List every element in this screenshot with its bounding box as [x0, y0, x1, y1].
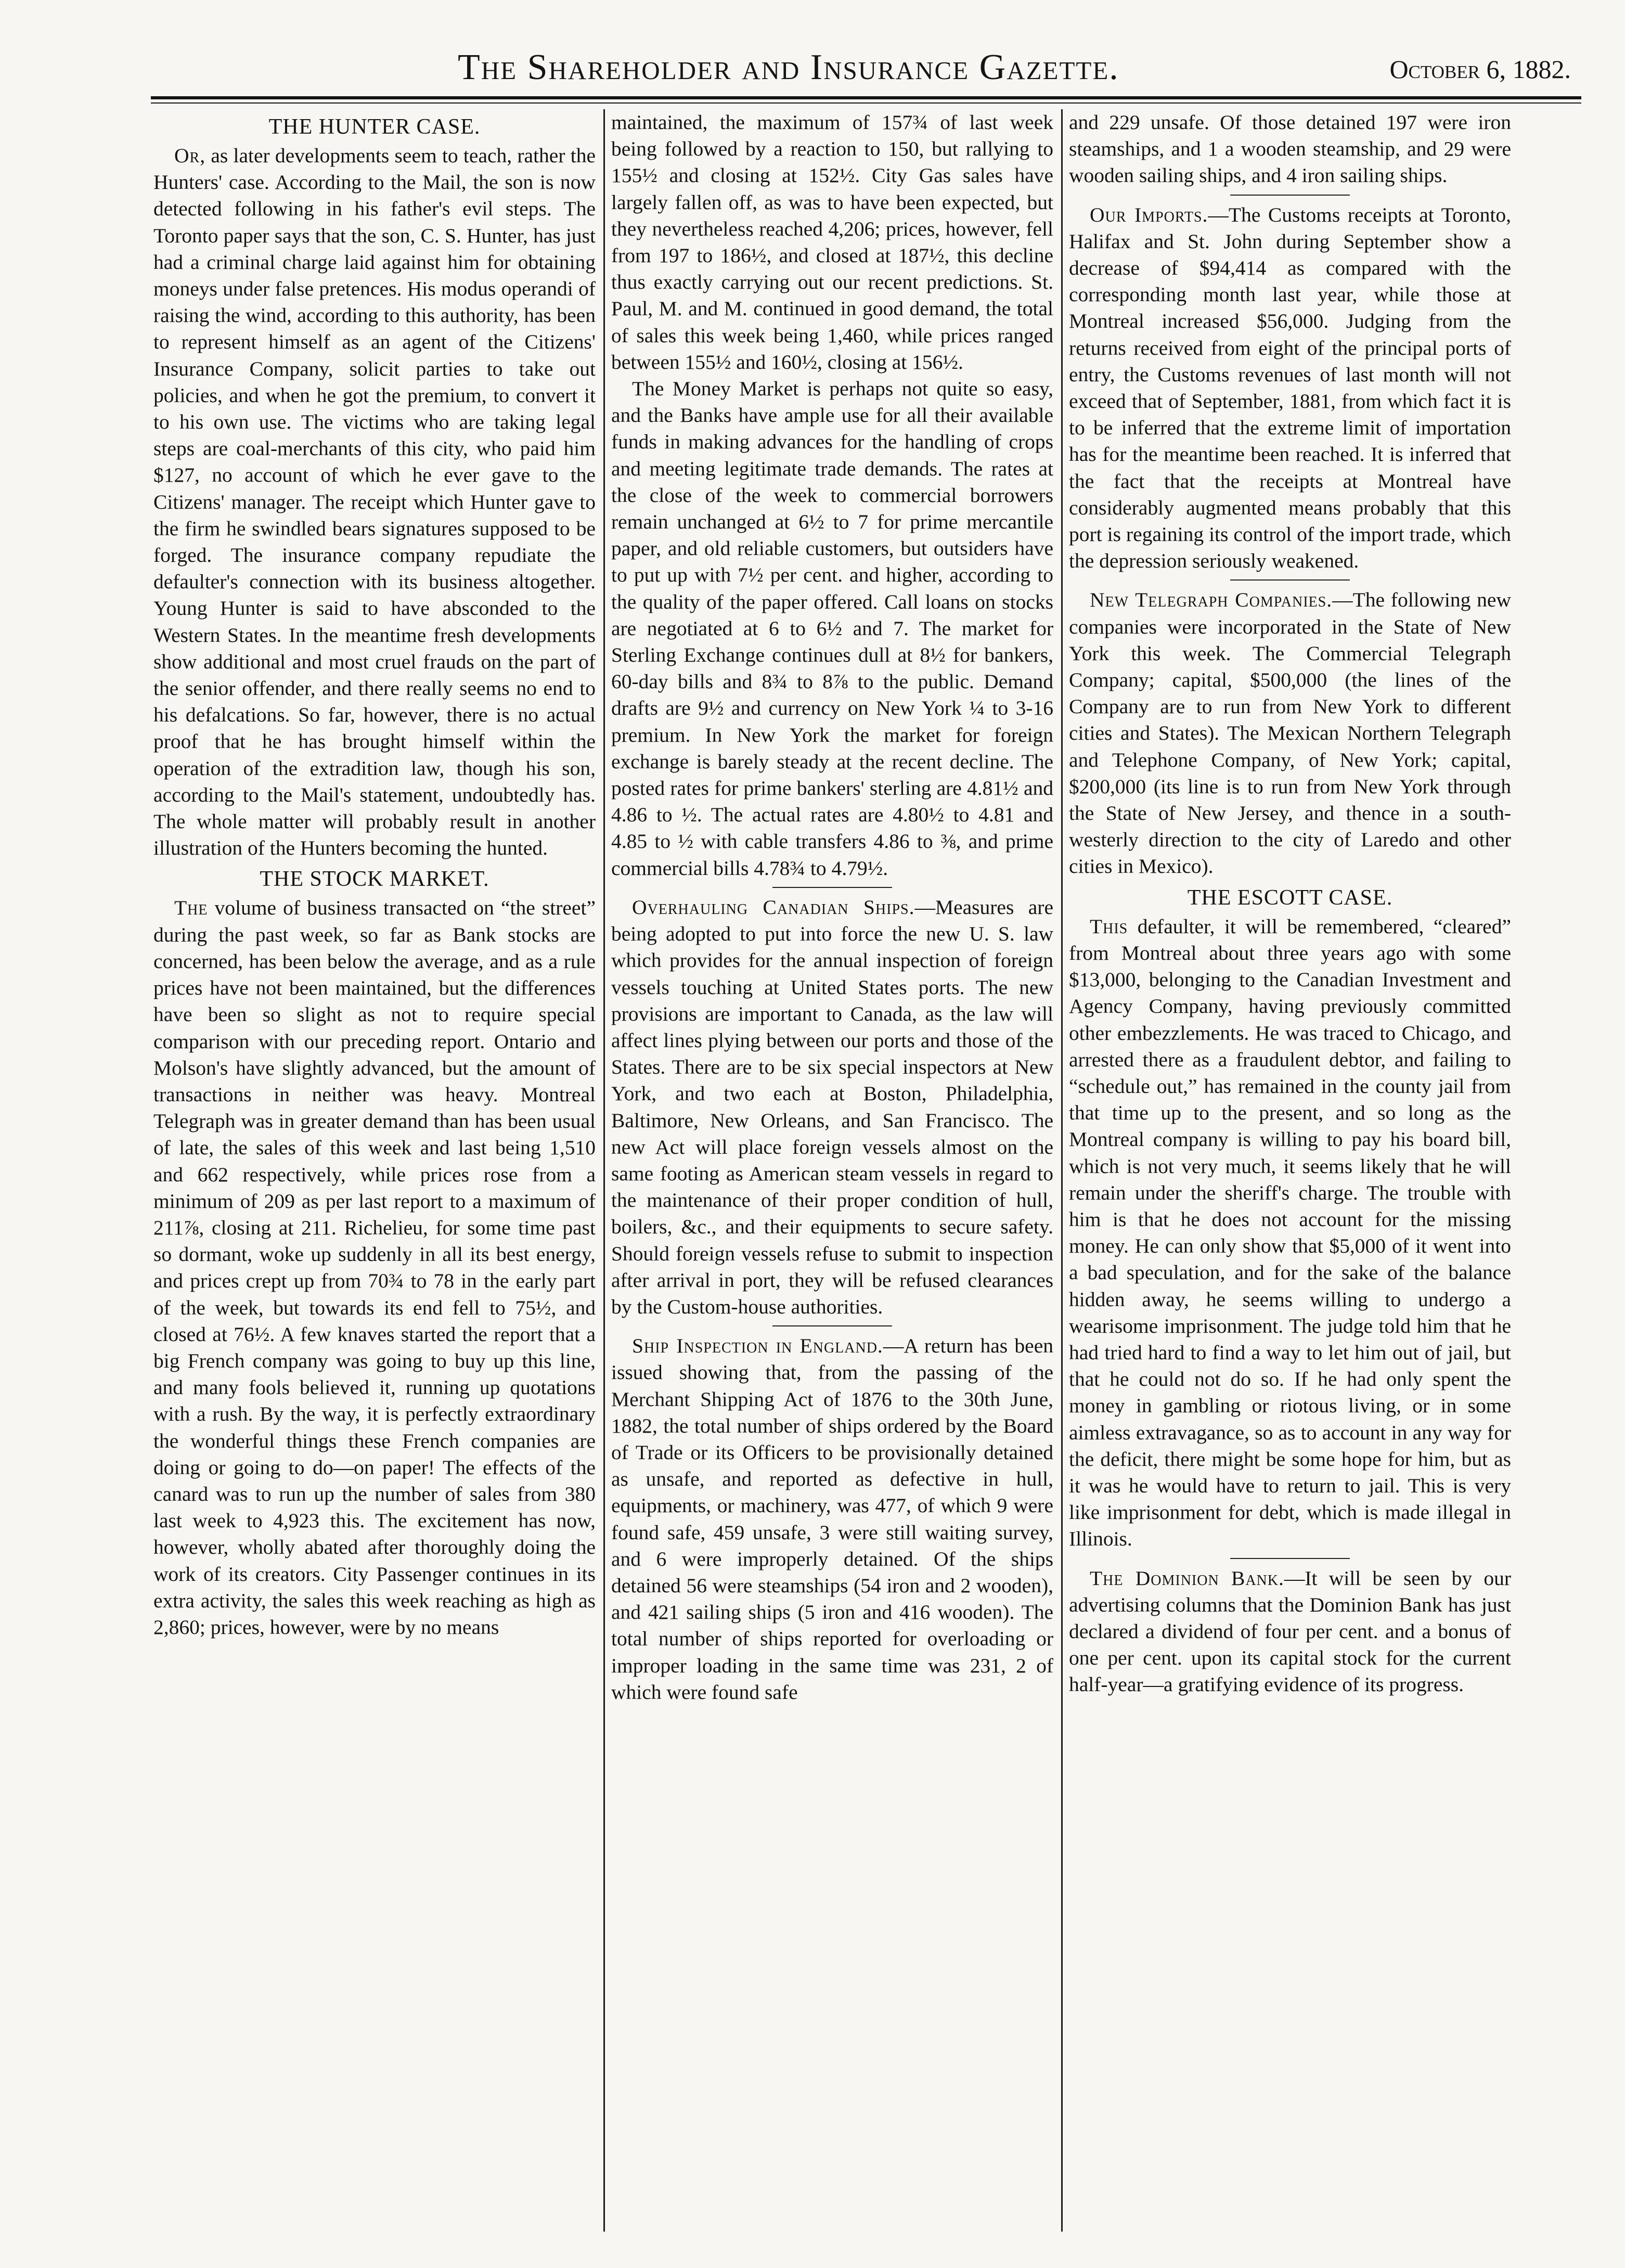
paragraph-lead: New Telegraph Companies.: [1090, 588, 1333, 612]
article-paragraph: [1069, 202, 1511, 575]
masthead: [146, 31, 1581, 104]
paragraph-text: —It will be seen by our advertising columns that the Dominion Bank has just declared a dividend of four per cent. and a bonus of one per cent. upon its capital stock for the current half-year—a gratifying evidence of its progress.: [1069, 1566, 1511, 1696]
paragraph-lead: Or,: [174, 144, 206, 167]
paragraph-text: —The following new companies were incorporated in the State of New York this week. The Commercial Telegraph Company; capital, $500,000 (the lines of the Company are to run from New York to different cities and States). The Mexican Northern Telegraph and Telephone Company, of New York; capital, $200,000 (its line is to run from New York through the State of New Jersey, and thence in a south-westerly direction to the city of Laredo and other cities in Mexico).: [1069, 588, 1511, 878]
article-paragraph: [1069, 587, 1511, 880]
paragraph-lead: Ship Inspection in England.: [632, 1334, 883, 1358]
paragraph-lead: This: [1090, 914, 1128, 938]
article-paragraph: [1069, 913, 1511, 1553]
article-paragraph: [1069, 1565, 1511, 1698]
column-3: [1069, 109, 1511, 2242]
column-2: [611, 109, 1053, 2242]
masthead-rule-thin: [151, 102, 1581, 104]
article-paragraph: [611, 376, 1053, 882]
newspaper-title: The Shareholder and Insurance Gazette.: [458, 47, 1119, 87]
article-separator: [772, 1325, 892, 1326]
paragraph-text: The Money Market is perhaps not quite so easy, and the Banks have ample use for all their available funds in making advances for the handling of crops and meeting legitimate trade demands. The rates at the close of the week to commercial borrowers remain unchanged at 6½ to 7 for prime mercantile paper, and old reliable customers, but outsiders have to put up with 7½ per cent. and higher, according to the quality of the paper offered. Call loans on stocks are negotiated at 6 to 6½ and 7. The market for Sterling Exchange continues dull at 8½ for bankers, 60-day bills and 8¾ to 8⅞ to the public. Demand drafts are 9½ and currency on New York ¼ to 3-16 premium. In New York the market for foreign exchange is barely steady at the recent decline. The posted rates for prime bankers' sterling are 4.81½ and 4.86 to ½. The actual rates are 4.80½ to 4.81 and 4.85 to ½ with cable transfers 4.86 to ⅜, and prime commercial bills 4.78¾ to 4.79½.: [611, 377, 1053, 880]
article-paragraph: [153, 143, 596, 861]
article-paragraph-continued: maintained, the maximum of 157¾ of last week being followed by a reaction to 150, but rallying to 155½ and closing at 152½. City Gas sales have largely fallen off, as was to have been expected, but they nevertheless reached 4,206; prices, however, fell from 197 to 186½, and closed at 187½, this decline thus exactly carrying out our recent predictions. St. Paul, M. and M. continued in good demand, the total of sales this week being 1,460, while prices ranged between 155½ and 160½, closing at 156½.: [611, 111, 1053, 373]
paragraph-lead: The Dominion Bank.: [1090, 1566, 1284, 1590]
paragraph-lead: Our Imports.: [1090, 203, 1208, 226]
article-heading: THE STOCK MARKET.: [260, 867, 489, 892]
paragraph-lead: The: [174, 896, 208, 920]
article-paragraph-continued: and 229 unsafe. Of those detained 197 were iron steamships, and 1 a wooden steamship, and 29 were wooden sailing ships, and 4 iron sailing ships.: [1069, 111, 1511, 187]
article-separator: [1230, 1558, 1350, 1559]
paragraph-text: —Measures are being adopted to put into force the new U. S. law which provides for the annual inspection of foreign vessels touching at United States ports. The new provisions are important to Canada, as the law will affect lines plying between our ports and those of the States. There are to be six special inspectors at New York, and two each at Boston, Philadelphia, Baltimore, New Orleans, and San Francisco. The new Act will place foreign vessels almost on the same footing as American steam vessels in regard to the maintenance of their proper condition of hull, boilers, &c., and their equipments to secure safety. Should foreign vessels refuse to submit to inspection after arrival in port, they will be refused clearances by the Custom-house authorities.: [611, 895, 1053, 1318]
column-divider-1: [603, 109, 605, 2232]
article-heading: THE HUNTER CASE.: [268, 115, 481, 139]
column-divider-2: [1061, 109, 1063, 2232]
article-separator: [1230, 579, 1350, 581]
masthead-rule-thick: [151, 96, 1581, 99]
article-paragraph: [153, 895, 596, 1641]
article-separator: [772, 887, 892, 888]
paragraph-text: as later developments seem to teach, rather the Hunters' case. According to the Mail, the son is now detected following in his father's evil steps. The Toronto paper says that the son, C. S. Hunter, has just had a criminal charge laid against him for obtaining moneys under false pretences. His modus operandi of raising the wind, according to this authority, has been to represent himself as an agent of the Citizens' Insurance Company, solicit parties to take out policies, and when he got the premium, to convert it to his own use. The victims who are taking legal steps are coal-merchants of this city, who paid him $127, no account of which he ever gave to the Citizens' manager. The receipt which Hunter gave to the firm he swindled bears signatures supposed to be forged. The insurance company repudiate the defaulter's connection with its business altogether. Young Hunter is said to have absconded to the Western States. In the meantime fresh developments show additional and most cruel frauds on the part of the senior offender, and there really seems no end to his defalcations. So far, however, there is no actual proof that he has brought himself within the operation of the extradition law, though his son, according to the Mail's statement, undoubtedly has. The whole matter will probably result in another illustration of the Hunters becoming the hunted.: [153, 144, 596, 860]
paragraph-text: defaulter, it will be remembered, “cleared” from Montreal about three years ago with some $13,000, belonging to the Canadian Investment and Agency Company, having previously committed other embezzlements. He was traced to Chicago, and arrested there as a fraudulent debtor, and failing to “schedule out,” has remained in the county jail from that time up to the present, and so long as the Montreal company is willing to pay his board bill, which is not very much, it seems likely that he will remain under the sheriff's charge. The trouble with him is that he does not account for the missing money. He can only show that $5,000 of it went into a bad speculation, and for the sake of the balance hidden away, he seems willing to undergo a wearisome imprisonment. The judge told him that he had tried hard to find a way to let him out of jail, but that he could not do so. If he had only spent the money in gambling or riotous living, or in some aimless extravagance, so as to account in any way for the deficit, there might be some hope for him, but as it was he would have to return to jail. This is very like imprisonment for debt, which is made illegal in Illinois.: [1069, 914, 1511, 1551]
issue-date: October 6, 1882.: [1389, 55, 1571, 84]
paragraph-text: —A return has been issued showing that, from the passing of the Merchant Shipping Act of 1876 to the 30th June, 1882, the total number of ships ordered by the Board of Trade or its Officers to be provisionally detained as unsafe, and reported as defective in hull, equipments, or machinery, was 477, of which 9 were found safe, 459 unsafe, 3 were still waiting survey, and 6 were improperly detained. Of the ships detained 56 were steamships (54 iron and 2 wooden), and 421 sailing ships (5 iron and 416 wooden). The total number of ships reported for overloading or improper loading in the same time was 231, 2 of which were found safe: [611, 1334, 1053, 1704]
paragraph-lead: Overhauling Canadian Ships.: [632, 895, 915, 919]
paragraph-text: —The Customs receipts at Toronto, Halifax and St. John during September show a decrease of $94,414 as compared with the corresponding month last year, while those at Montreal increased $56,000. Judging from the returns received from eight of the principal ports of entry, the Customs revenues of last month will not exceed that of September, 1881, from which fact it is to be inferred that the extreme limit of importation has for the meantime been reached. It is inferred that the fact that the receipts at Montreal have considerably augmented means probably that this port is regaining its control of the import trade, which the depression seriously weakened.: [1069, 203, 1511, 573]
paragraph-text: volume of business transacted on “the street” during the past week, so far as Bank stocks are concerned, has been below the average, and as a rule prices have not been maintained, but the differences have been so slight as not to require special comparison with our preceding report. Ontario and Molson's have slightly advanced, but the amount of transactions in neither was heavy. Montreal Telegraph was in greater demand than has been usual of late, the sales of this week and last being 1,510 and 662 respectively, while prices rose from a minimum of 209 as per last report to a maximum of 211⅞, closing at 211. Richelieu, for some time past so dormant, woke up suddenly in all its best energy, and prices crept up from 70¾ to 78 in the early part of the week, but towards its end fell to 75½, and closed at 76½. A few knaves started the report that a big French company was going to buy up this line, and many fools believed it, running up quotations with a rush. By the way, it is perfectly extraordinary the wonderful things these French companies are doing or going to do—on paper! The effects of the canard was to run up the number of sales from 380 last week to 4,923 this. The excitement has now, however, wholly abated after thoroughly doing the work of its creators. City Passenger continues in its extra activity, the sales this week reaching as high as 2,860; prices, however, were by no means: [153, 896, 596, 1639]
article-separator: [1230, 195, 1350, 196]
column-1: [153, 109, 596, 2242]
article-heading: THE ESCOTT CASE.: [1187, 885, 1393, 910]
article-paragraph: [611, 1333, 1053, 1706]
article-paragraph: [611, 894, 1053, 1320]
